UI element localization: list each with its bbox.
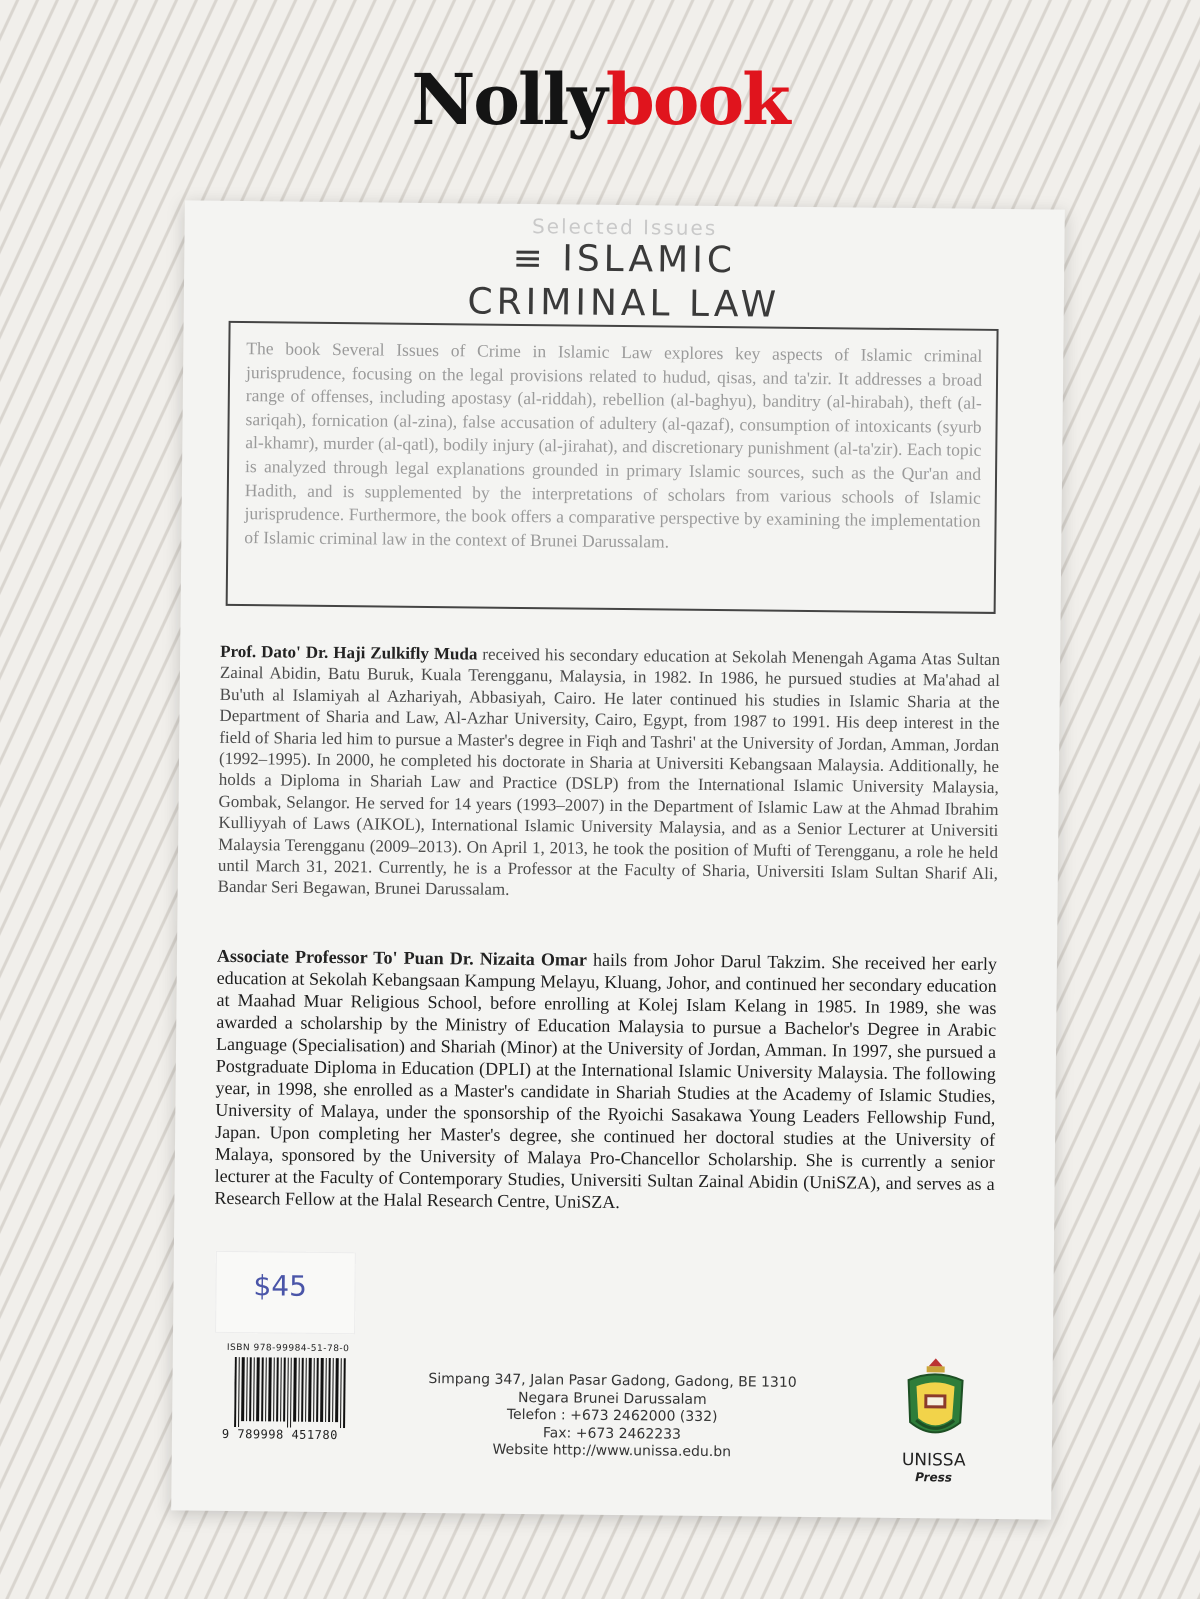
- price-tag: $45: [253, 1269, 308, 1303]
- author1-bio: [218, 641, 1001, 906]
- author2-bio: [214, 945, 997, 1217]
- publisher-name: UNISSA: [901, 1450, 966, 1471]
- watermark-part2: book: [605, 58, 789, 141]
- cover-title-line2: CRIMINAL LAW: [467, 281, 781, 326]
- book-back-cover: [171, 200, 1065, 1519]
- unissa-crest-icon: [902, 1356, 969, 1447]
- watermark-part1: Nolly: [411, 58, 606, 141]
- nollybook-watermark: [0, 58, 1200, 141]
- publisher-address: [402, 1371, 823, 1463]
- address-line: Website http://www.unissa.edu.bn: [492, 1441, 732, 1461]
- address-line: Fax: +673 2462233: [542, 1424, 682, 1443]
- barcode-number: 9 789998 451780: [221, 1426, 338, 1443]
- cover-title-line1: ≡ ISLAMIC: [512, 237, 737, 282]
- address-line: Telefon : +673 2462000 (332): [506, 1406, 718, 1426]
- synopsis-box: The book Several Issues of Crime in Islamic Law explores key aspects of Islamic criminal jurisprudence, focusing on the legal provisions related to hudud, qisas, and ta'zir. It addresses a broad range of offenses, including apostasy (al-riddah), rebellion (al-baghyu), banditry (al-hirabah), theft (al-sariqah), fornication (al-zina), false accusation of adultery (al-qazaf), consumption of intoxicants (syurb al-khamr), murder (al-qatl), bodily injury (al-jirahat), and discretionary punishment (al-ta'zir). Each topic is analyzed through legal explanations grounded in primary Islamic sources, such as the Qur'an and Hadith, and is supplemented by the interpretations of scholars from various schools of Islamic jurisprudence. Furthermore, the book offers a comparative perspective by examining the implementation of Islamic criminal law in the context of Brunei Darussalam.: [226, 321, 999, 614]
- address-line: Negara Brunei Darussalam: [517, 1389, 707, 1408]
- author2-name: Associate Professor To' Puan Dr. Nizaita Omar: [216, 945, 588, 970]
- address-line: Simpang 347, Jalan Pasar Gadong, Gadong, BE 1310: [428, 1371, 797, 1391]
- barcode: [234, 1357, 347, 1428]
- author1-name: Prof. Dato' Dr. Haji Zulkifly Muda: [220, 641, 478, 664]
- cover-kicker: Selected Issues: [531, 214, 718, 241]
- author2-bio-text: hails from Johor Darul Takzim. She received her early education at Sekolah Kebangsaan Kampung Melayu, Kluang, Johor, and continued her secondary education at Maahad Muar Religious School, before enrolling at Kolej Islam Kelang in 1985. In 1989, she was awarded a scholarship by the Ministry of Education Malaysia to pursue a Bachelor's Degree in Arabic Language (Specialisation) and Shariah (Minor) at the University of Jordan, Amman. In 1997, she pursued a Postgraduate Diploma in Education (DPLI) at the International Islamic University Malaysia. The following year, in 1998, she enrolled as a Master's candidate in Shariah Studies at the Academy of Islamic Studies, University of Malaya, under the sponsorship of the Ryoichi Sasakawa Young Leaders Fellowship Fund, Japan. Upon completing her Master's degree, she continued her doctoral studies at the University of Malaya, sponsored by the University of Malaya Pro-Chancellor Scholarship. She is currently a senior lecturer at the Faculty of Contemporary Studies, Universiti Sultan Zainal Abidin (UniSZA), and serves as a Research Fellow at the Halal Research Centre, UniSZA.: [214, 949, 998, 1213]
- publisher-sub: Press: [915, 1470, 953, 1485]
- isbn-label: ISBN 978-99984-51-78-0: [226, 1342, 350, 1355]
- price-sticker: [215, 1251, 356, 1334]
- author1-bio-text: received his secondary education at Sekolah Menengah Agama Atas Sultan Zainal Abidin, Batu Buruk, Kuala Terengganu, Malaysia, in 1982. In 1986, he pursued studies at Ma'ahad al Bu'uth al Islamiyah al Azhariyah, Abbasiyah, Cairo. He later continued his studies in Islamic Sharia at the Department of Sharia and Law, Al-Azhar University, Cairo, Egypt, from 1987 to 1991. His deep interest in the field of Sharia led him to pursue a Master's degree in Fiqh and Tashri' at the University of Jordan, Amman, Jordan (1992–1995). In 2000, he completed his doctorate in Sharia at Universiti Kebangsaan Malaysia. Additionally, he holds a Diploma in Shariah Law and Practice (DSLP) from the International Islamic University Malaysia, Gombak, Selangor. He served for 14 years (1993–2007) in the Department of Islamic Law at the Ahmad Ibrahim Kulliyyah of Laws (AIKOL), International Islamic University Malaysia, and as a Senior Lecturer at Universiti Malaysia Terengganu (2009–2013). On April 1, 2013, he took the position of Mufti of Terengganu, a role he held until March 31, 2021. Currently, he is a Professor at the Faculty of Sharia, Universiti Islam Sultan Sharif Ali, Bandar Seri Begawan, Brunei Darussalam.: [217, 644, 1001, 900]
